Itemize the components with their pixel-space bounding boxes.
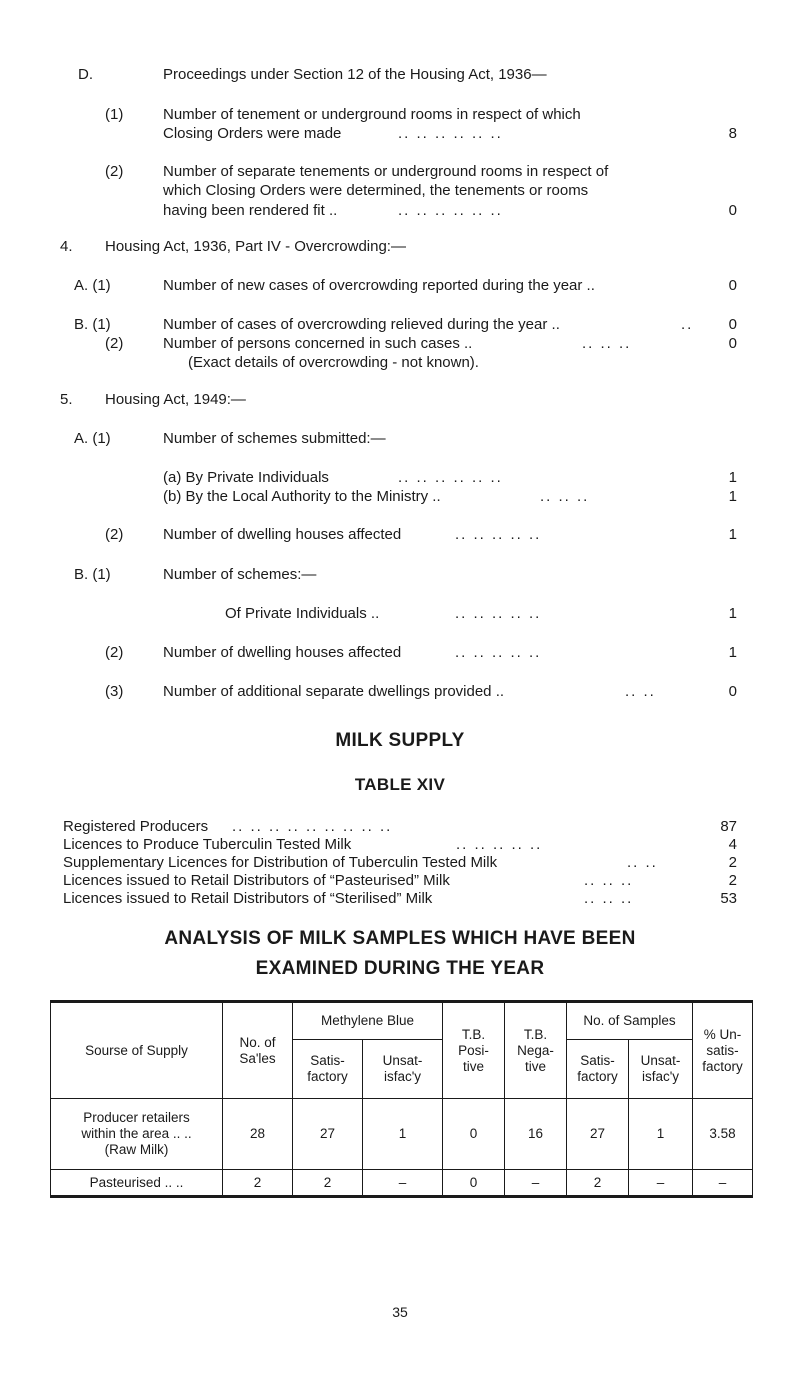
s5-a2-label: (2) [105, 526, 124, 543]
s5-bpriv-text: Of Private Individuals .. [225, 605, 380, 622]
section-d-title: Proceedings under Section 12 of the Housing Act, 1936— [163, 66, 547, 83]
d2-number: (2) [105, 163, 124, 180]
s4-b1-label: B. (1) [74, 316, 111, 333]
d1-dots: .. .. .. .. .. .. [398, 125, 503, 142]
cell: 0 [443, 1170, 505, 1197]
s4-a1-text: Number of new cases of overcrowding reported during the year .. [163, 277, 595, 294]
s4-b1-dots: .. [681, 316, 694, 333]
s4-b2-dots: .. .. .. [582, 335, 632, 352]
milk-row-2-value: 4 [728, 836, 737, 853]
milk-row-1-label: Registered Producers [63, 818, 209, 835]
s4-b2-label: (2) [105, 335, 124, 352]
s5-b3-value: 0 [728, 683, 737, 700]
milk-row-5-dots: .. .. .. [584, 890, 634, 907]
s5-b2-text: Number of dwelling houses affected [163, 644, 402, 661]
cell: 16 [505, 1099, 567, 1170]
s5-ab-text: (b) By the Local Authority to the Ministry .. [163, 488, 441, 505]
milk-row-1-value: 87 [720, 818, 737, 835]
milk-row-3-dots: .. .. [627, 854, 658, 871]
s4-b1-value: 0 [728, 316, 737, 333]
s5-a1-text: Number of schemes submitted:— [163, 430, 386, 447]
header-source: Sourse of Supply [51, 1002, 223, 1099]
cell: 3.58 [693, 1099, 753, 1170]
milk-supply-heading: MILK SUPPLY [335, 730, 465, 751]
page-number: 35 [392, 1304, 408, 1320]
cell: 27 [567, 1099, 629, 1170]
section-d-label: D. [78, 66, 93, 83]
cell-source: Producer retailers within the area .. .. (Raw Milk) [51, 1099, 223, 1170]
header-no-sales: No. of Sa'les [223, 1002, 293, 1099]
header-tb-negative: T.B. Nega- tive [505, 1002, 567, 1099]
cell: 2 [567, 1170, 629, 1197]
s4-a1-value: 0 [728, 277, 737, 294]
s4-b2-note: (Exact details of overcrowding - not known). [188, 354, 479, 371]
milk-analysis-table [50, 1000, 753, 1198]
milk-row-4-dots: .. .. .. [584, 872, 634, 889]
analysis-heading-line1: ANALYSIS OF MILK SAMPLES WHICH HAVE BEEN [164, 928, 636, 949]
section-4-title: Housing Act, 1936, Part IV - Overcrowding:— [105, 238, 406, 255]
d1-line2: Closing Orders were made [163, 125, 342, 142]
s5-ab-dots: .. .. .. [540, 488, 590, 505]
cell: 2 [223, 1170, 293, 1197]
d1-number: (1) [105, 106, 124, 123]
header-pct-unsatisfactory: % Un- satis- factory [693, 1002, 753, 1099]
s4-b2-text: Number of persons concerned in such cases .. [163, 335, 473, 352]
analysis-heading-line2: EXAMINED DURING THE YEAR [255, 958, 545, 979]
header-mb-unsatisfactory: Unsat- isfac'y [363, 1040, 443, 1099]
d2-line2: which Closing Orders were determined, the tenements or rooms [163, 182, 589, 199]
s5-ab-value: 1 [728, 488, 737, 505]
s4-b1-text: Number of cases of overcrowding relieved during the year .. [163, 316, 560, 333]
cell: 27 [293, 1099, 363, 1170]
d1-line1: Number of tenement or underground rooms in respect of which [163, 106, 581, 123]
s5-b3-label: (3) [105, 683, 124, 700]
s5-a1-label: A. (1) [74, 430, 111, 447]
cell: 28 [223, 1099, 293, 1170]
section-5-title: Housing Act, 1949:— [105, 391, 246, 408]
s5-b3-text: Number of additional separate dwellings provided .. [163, 683, 505, 700]
header-methylene-blue: Methylene Blue [293, 1002, 443, 1040]
milk-row-5-value: 53 [720, 890, 737, 907]
table-row [51, 1099, 753, 1170]
s5-bpriv-dots: .. .. .. .. .. [455, 605, 542, 622]
cell: – [693, 1170, 753, 1197]
header-tb-positive: T.B. Posi- tive [443, 1002, 505, 1099]
header-samples-unsatisfactory: Unsat- isfac'y [629, 1040, 693, 1099]
header-no-of-samples: No. of Samples [567, 1002, 693, 1040]
s5-bpriv-value: 1 [728, 605, 737, 622]
section-5-label: 5. [60, 391, 73, 408]
header-mb-satisfactory: Satis- factory [293, 1040, 363, 1099]
cell: 0 [443, 1099, 505, 1170]
milk-row-4-value: 2 [728, 872, 737, 889]
s5-b2-label: (2) [105, 644, 124, 661]
s5-b3-dots: .. .. [625, 683, 656, 700]
s5-b1-label: B. (1) [74, 566, 111, 583]
milk-row-4-label: Licences issued to Retail Distributors of “Pasteurised” Milk [63, 872, 450, 889]
d1-value: 8 [728, 125, 737, 142]
d2-dots: .. .. .. .. .. .. [398, 202, 503, 219]
header-samples-satisfactory: Satis- factory [567, 1040, 629, 1099]
milk-row-2-label: Licences to Produce Tuberculin Tested Milk [63, 836, 352, 853]
table-xiv-title: TABLE XIV [354, 775, 446, 794]
table-row [51, 1170, 753, 1197]
s5-aa-value: 1 [728, 469, 737, 486]
d2-value: 0 [728, 202, 737, 219]
section-4-label: 4. [60, 238, 73, 255]
s5-aa-dots: .. .. .. .. .. .. [398, 469, 503, 486]
milk-row-3-value: 2 [728, 854, 737, 871]
cell: 1 [629, 1099, 693, 1170]
s4-a1-label: A. (1) [74, 277, 111, 294]
d2-line3: having been rendered fit .. [163, 202, 338, 219]
s5-aa-text: (a) By Private Individuals [163, 469, 329, 486]
cell: – [629, 1170, 693, 1197]
cell-source: Pasteurised .. .. [51, 1170, 223, 1197]
cell: – [363, 1170, 443, 1197]
s5-b1-text: Number of schemes:— [163, 566, 317, 583]
d2-line1: Number of separate tenements or underground rooms in respect of [163, 163, 609, 180]
s5-b2-value: 1 [728, 644, 737, 661]
milk-row-1-dots: .. .. .. .. .. .. .. .. .. [232, 818, 393, 835]
cell: – [505, 1170, 567, 1197]
milk-row-2-dots: .. .. .. .. .. [456, 836, 543, 853]
s5-b2-dots: .. .. .. .. .. [455, 644, 542, 661]
s5-a2-dots: .. .. .. .. .. [455, 526, 542, 543]
s5-a2-value: 1 [728, 526, 737, 543]
s4-b2-value: 0 [728, 335, 737, 352]
cell: 1 [363, 1099, 443, 1170]
cell: 2 [293, 1170, 363, 1197]
milk-row-5-label: Licences issued to Retail Distributors of “Sterilised” Milk [63, 890, 433, 907]
s5-a2-text: Number of dwelling houses affected [163, 526, 402, 543]
milk-row-3-label: Supplementary Licences for Distribution of Tuberculin Tested Milk [63, 854, 498, 871]
